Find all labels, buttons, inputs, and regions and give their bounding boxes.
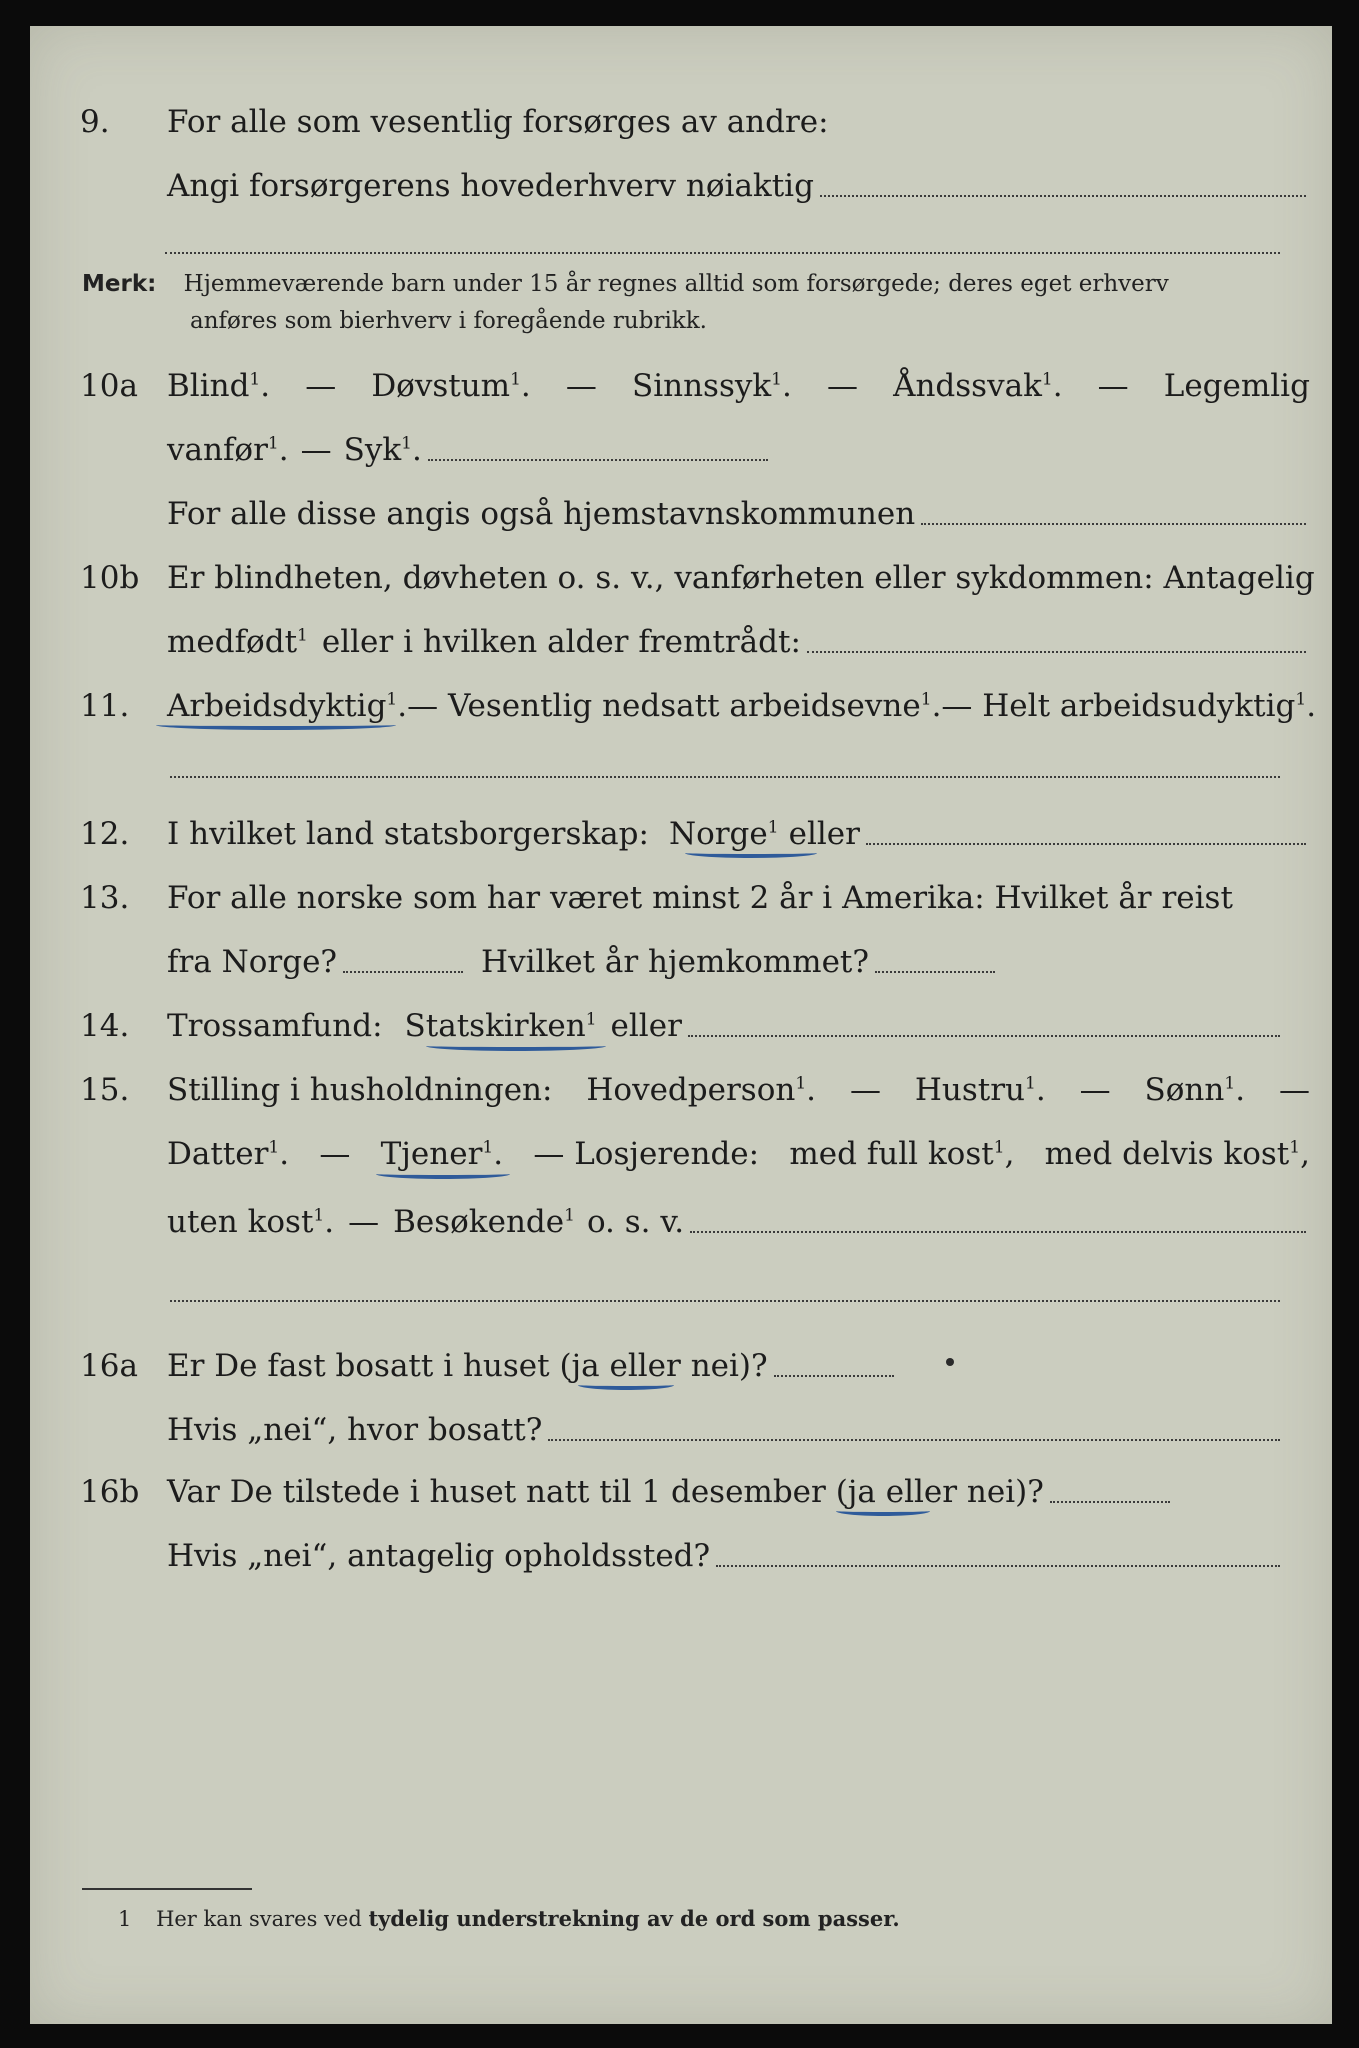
q15-extra-answer-line[interactable]: [170, 1300, 1280, 1302]
q13-hjem-field[interactable]: [875, 971, 995, 973]
q13-line2: [30, 932, 1332, 982]
q16a-line1: [30, 1336, 1332, 1386]
merk-label: Merk:: [82, 271, 157, 297]
q13-line1: [30, 868, 1332, 918]
q15-line2: Datter$^1$. — Tjener$^1$. — Losjerende: med full kost$^1$, med delvis kost$^1$,: [167, 1136, 1310, 1172]
merk-line2: anføres som bierhverv i foregående rubrikk.: [190, 308, 707, 334]
option-besokende[interactable]: Besøkende: [393, 1204, 565, 1240]
ink-mark: [946, 1358, 954, 1366]
q10b-age-label: eller i hvilken alder fremtrådt:: [321, 624, 801, 660]
q11-extra-answer-line[interactable]: [170, 776, 1280, 778]
q10b-line2: medfødt$^1$ eller i hvilken alder fremtrådt:: [30, 612, 1332, 662]
q10b-age-field[interactable]: [807, 651, 1306, 653]
q16a-where-label: Hvis „nei“, hvor bosatt?: [167, 1412, 543, 1448]
option-syk[interactable]: Syk: [343, 432, 402, 468]
q10a-line3: [30, 484, 1332, 534]
q14-eller: eller: [610, 1008, 682, 1044]
q16a-answer-field[interactable]: [774, 1375, 894, 1377]
option-legemlig[interactable]: Legemlig: [1163, 368, 1310, 404]
footnote-mark: 1: [118, 1907, 132, 1931]
q10b-number: 10b: [80, 560, 140, 596]
q11-line: 11. Arbeidsdyktig$^1$. — Vesentlig nedsatt arbeidsevne$^1$. — Helt arbeidsudyktig$^1$.: [80, 688, 1317, 724]
pen-underline-norge: [685, 848, 817, 858]
q9-extra-answer-line[interactable]: [165, 252, 1280, 254]
option-statskirken[interactable]: Statskirken: [404, 1008, 586, 1044]
q9-answer-field[interactable]: [820, 195, 1306, 197]
q10b-text: Er blindheten, døvheten o. s. v., vanførheten eller sykdommen: Antagelig: [167, 560, 1315, 596]
option-andssvak[interactable]: Åndssvak: [893, 368, 1042, 404]
q15-osv: o. s. v.: [586, 1204, 685, 1240]
q16b-line2: [30, 1526, 1332, 1576]
q10a-hometown-field[interactable]: [921, 523, 1306, 525]
q12-number: 12.: [80, 816, 130, 852]
q16a-text: Er De fast bosatt i huset (ja eller nei)?: [167, 1348, 768, 1384]
q16b-where-label: Hvis „nei“, antagelig opholdssted?: [167, 1538, 711, 1574]
q15-losjerende: — Losjerende:: [533, 1136, 760, 1172]
q16a-line2: [30, 1400, 1332, 1450]
q9-line1: [30, 92, 1332, 142]
q11-number: 11.: [80, 688, 130, 724]
option-dovstum[interactable]: Døvstum: [371, 368, 511, 404]
q9-number: 9.: [80, 104, 110, 140]
q16b-line1: [30, 1462, 1332, 1512]
pen-underline-tjener: [376, 1169, 510, 1179]
option-helt-udyktig[interactable]: — Helt arbeidsudyktig: [941, 688, 1296, 724]
q9-provider-label: Angi forsørgerens hovederhverv nøiaktig: [167, 168, 814, 204]
option-arbeidsdyktig[interactable]: Arbeidsdyktig: [167, 688, 387, 724]
q13-fra-field[interactable]: [343, 971, 463, 973]
pen-underline-ja-16b: [836, 1506, 930, 1516]
q13-fra-label: fra Norge?: [167, 944, 338, 980]
q12-text: I hvilket land statsborgerskap:: [167, 816, 649, 852]
option-med-full-kost[interactable]: med full kost: [789, 1136, 994, 1172]
option-datter[interactable]: Datter: [167, 1136, 269, 1172]
footnote-plain: Her kan svares ved: [156, 1907, 362, 1931]
q15-label: Stilling i husholdningen:: [167, 1072, 553, 1108]
q12-line: 12. I hvilket land statsborgerskap: Norge$^1$ eller: [30, 804, 1332, 854]
q15-line1: 15. Stilling i husholdningen: Hovedperson$^1$. — Hustru$^1$. — Sønn$^1$. —: [80, 1072, 1310, 1108]
q10a-number: 10a: [80, 368, 138, 404]
footnote-rule: [82, 1888, 252, 1890]
option-norge[interactable]: Norge: [668, 816, 768, 852]
q16b-number: 16b: [80, 1474, 140, 1510]
q13-hjem-label: Hvilket år hjemkommet?: [481, 944, 870, 980]
q10a-hometown-label: For alle disse angis også hjemstavnskommunen: [167, 496, 916, 532]
q14-label: Trossamfund:: [167, 1008, 383, 1044]
q10a-line1: 10a Blind$^1$. — Døvstum$^1$. — Sinnssyk$^1$. — Åndssvak$^1$. — Legemlig: [80, 368, 1310, 404]
option-tjener[interactable]: Tjener: [380, 1136, 483, 1172]
q13-text: For alle norske som har været minst 2 år i Amerika: Hvilket år reist: [167, 880, 1233, 916]
merk-note: [82, 271, 1169, 297]
option-sinnssyk[interactable]: Sinnssyk: [631, 368, 772, 404]
q15-line3: uten kost$^1$. — Besøkende$^1$ o. s. v.: [30, 1192, 1332, 1242]
merk-line1: Hjemmeværende barn under 15 år regnes alltid som forsørgede; deres eget erhverv: [183, 271, 1169, 297]
option-blind[interactable]: Blind: [167, 368, 250, 404]
q14-other-field[interactable]: [688, 1035, 1280, 1037]
q10a-line2: vanfør$^1$. — Syk$^1$.: [30, 420, 1332, 470]
q9-line2: [30, 156, 1332, 206]
q16b-text: Var De tilstede i huset natt til 1 desember (ja eller nei)?: [167, 1474, 1044, 1510]
q16a-number: 16a: [80, 1348, 138, 1384]
option-med-delvis-kost[interactable]: med delvis kost: [1044, 1136, 1290, 1172]
pen-underline-ja-16a: [578, 1380, 674, 1390]
q16b-answer-field[interactable]: [1050, 1501, 1170, 1503]
option-hustru[interactable]: Hustru: [914, 1072, 1025, 1108]
q16a-where-field[interactable]: [548, 1439, 1280, 1441]
q15-other-field[interactable]: [690, 1231, 1306, 1233]
q14-number: 14.: [80, 1008, 130, 1044]
footnote: [118, 1906, 900, 1931]
q16b-where-field[interactable]: [716, 1565, 1280, 1567]
q12-eller: eller: [788, 816, 860, 852]
footnote-bold: tydelig understrekning av de ord som passer.: [368, 1906, 900, 1931]
q10a-syk-answer-field[interactable]: [428, 459, 768, 461]
option-uten-kost[interactable]: uten kost: [167, 1204, 314, 1240]
option-hovedperson[interactable]: Hovedperson: [586, 1072, 796, 1108]
option-vesentlig-nedsatt[interactable]: — Vesentlig nedsatt arbeidsevne: [407, 688, 921, 724]
q10b-line1: [30, 548, 1332, 598]
option-sonn[interactable]: Sønn: [1144, 1072, 1225, 1108]
option-medfodt[interactable]: medfødt: [167, 624, 298, 660]
q12-other-country-field[interactable]: [866, 843, 1306, 845]
census-form-page: [30, 26, 1332, 2024]
pen-underline-arbeidsdyktig: [156, 720, 396, 730]
q13-number: 13.: [80, 880, 130, 916]
q14-line: 14. Trossamfund: Statskirken$^1$ eller: [30, 996, 1332, 1046]
option-vanfor[interactable]: vanfør: [167, 432, 268, 468]
q9-text: For alle som vesentlig forsørges av andre:: [167, 104, 829, 140]
q15-number: 15.: [80, 1072, 130, 1108]
pen-underline-statskirken: [426, 1041, 606, 1051]
